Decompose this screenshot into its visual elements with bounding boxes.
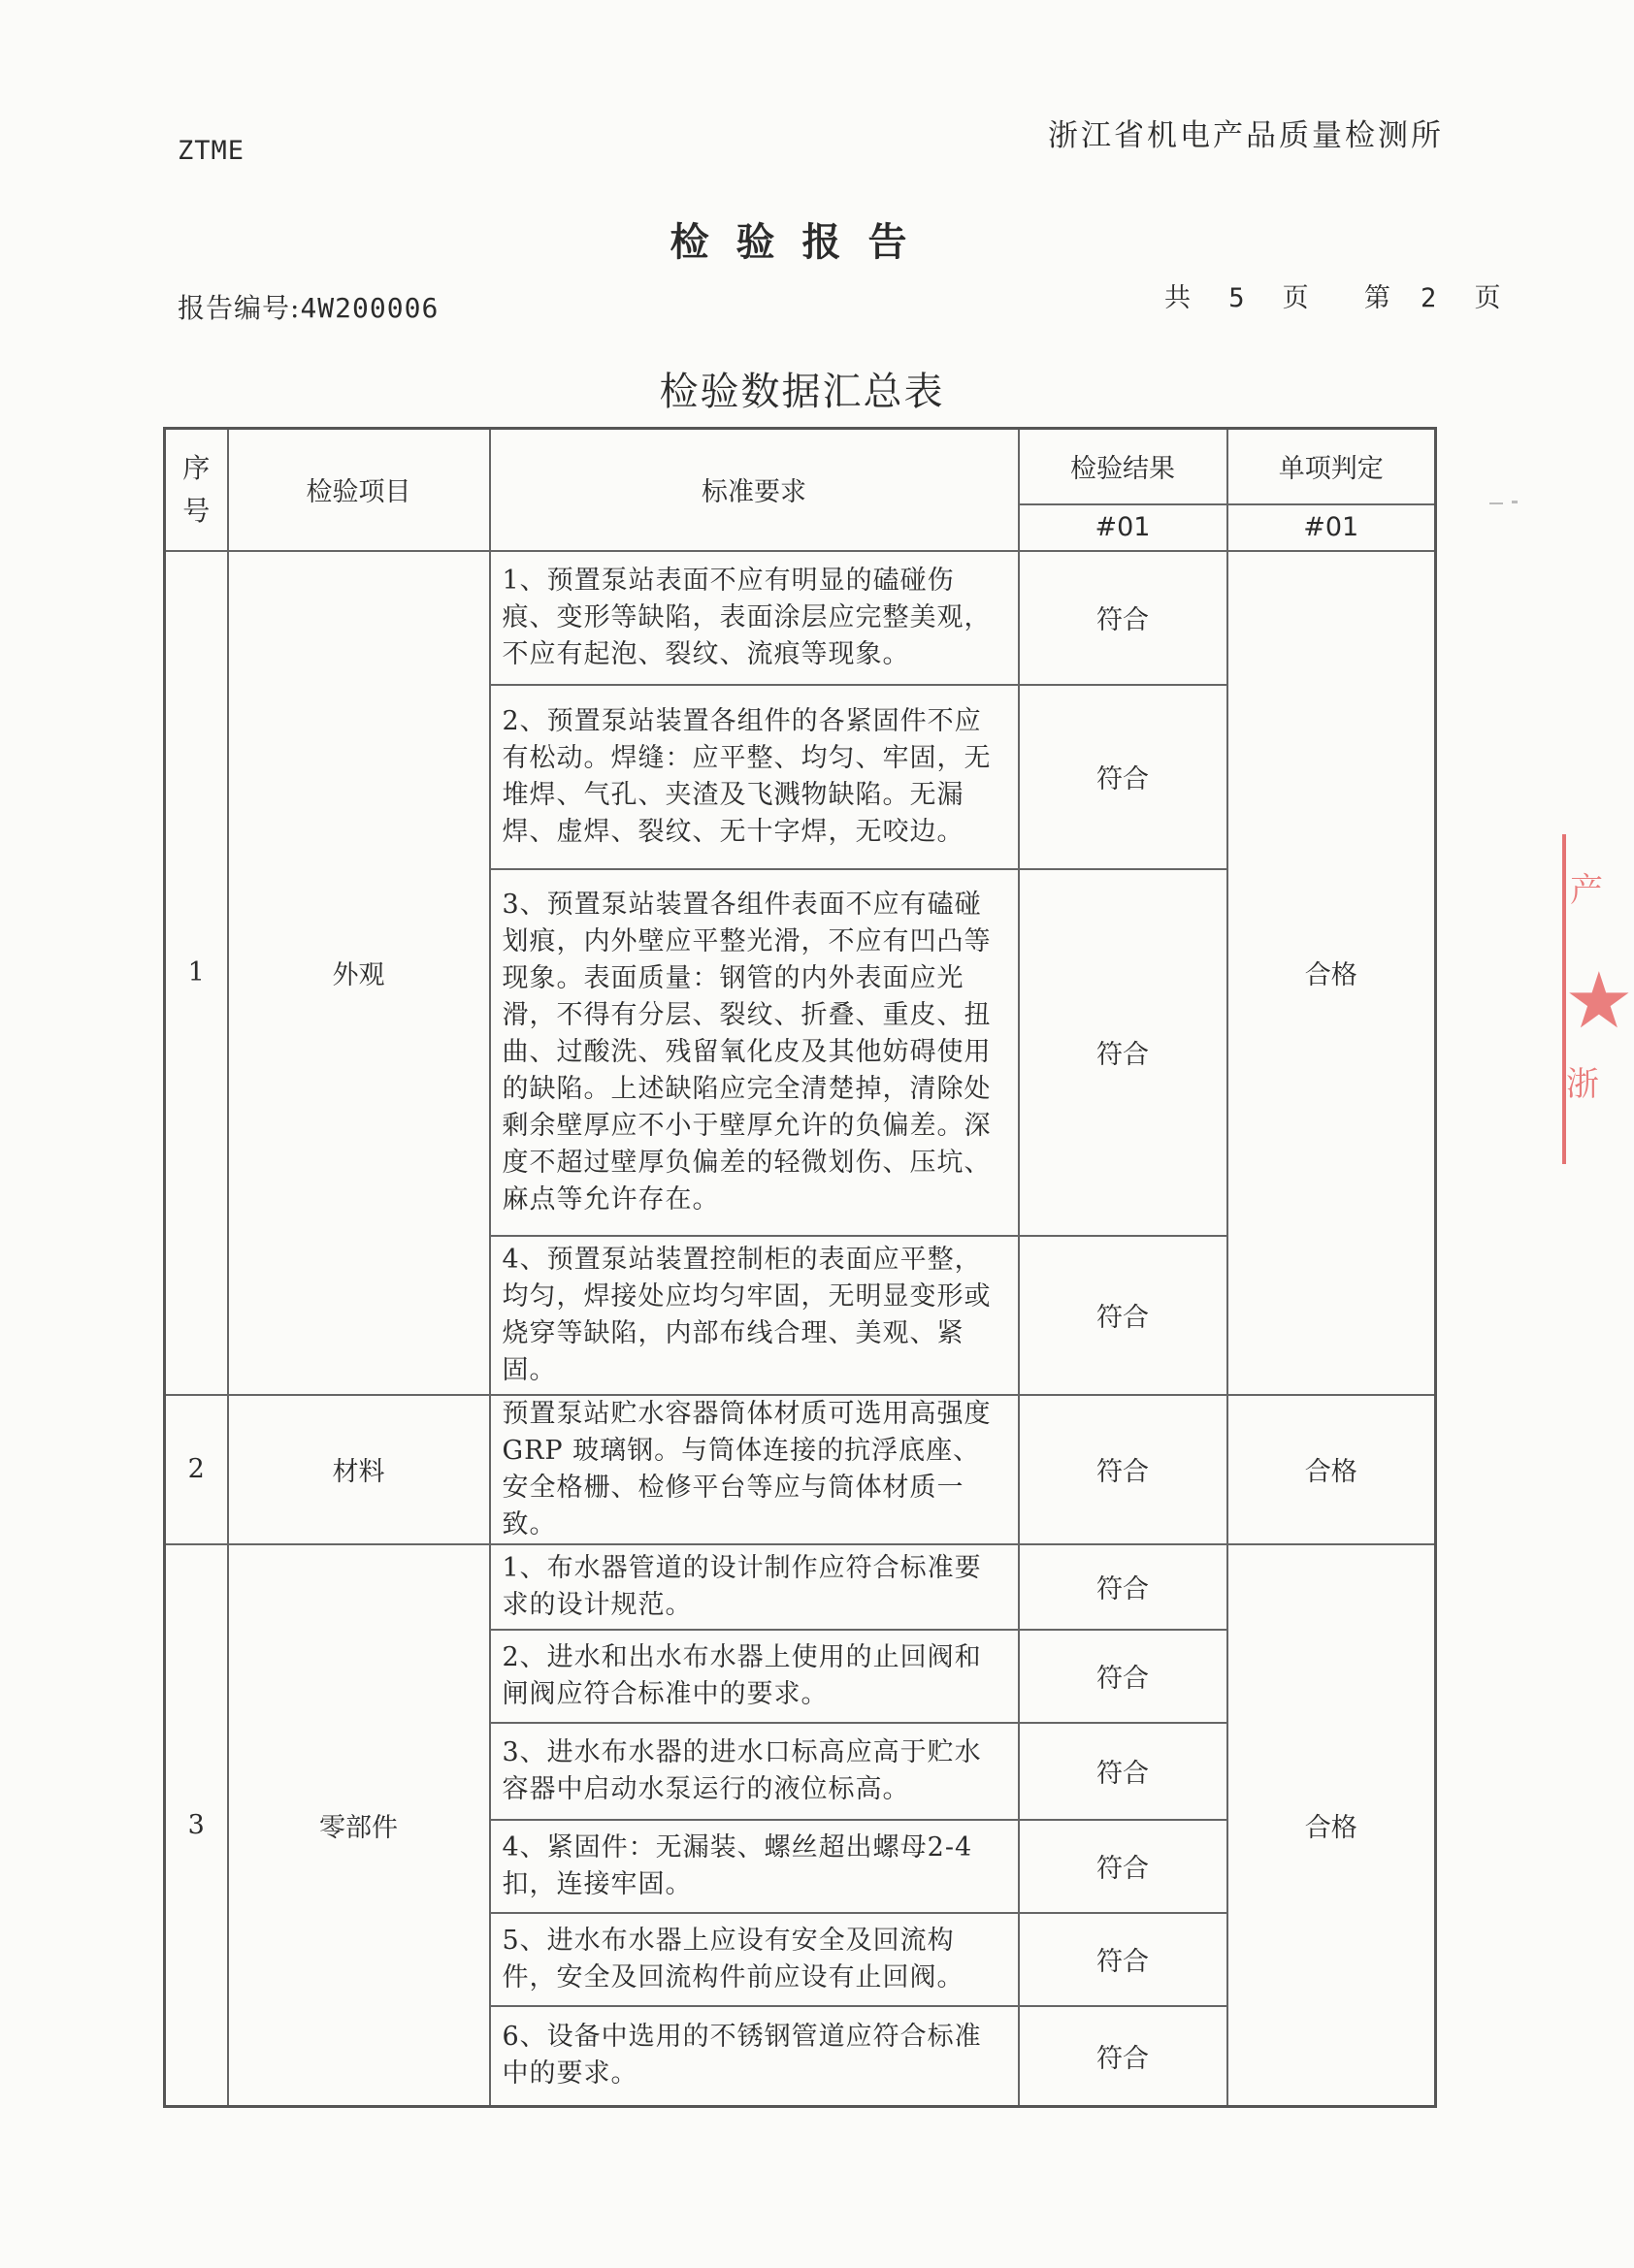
report-number	[178, 287, 439, 326]
item-cell: 材料	[228, 1395, 490, 1544]
requirement-cell: 4、预置泵站装置控制柜的表面应平整，均匀，焊接处应均匀牢固，无明显变形或烧穿等缺陷，内部布线合理、美观、紧固。	[490, 1236, 1019, 1395]
table-row	[165, 551, 1436, 685]
table-title: 检验数据汇总表	[659, 370, 945, 414]
requirement-cell: 6、设备中选用的不锈钢管道应符合标准中的要求。	[490, 2006, 1019, 2107]
seq-cell: 2	[165, 1395, 228, 1544]
result-cell: 符合	[1019, 1236, 1227, 1395]
requirement-cell: 2、预置泵站装置各组件的各紧固件不应有松动。焊缝：应平整、均匀、牢固，无堆焊、气孔、夹渣及飞溅物缺陷。无漏焊、虚焊、裂纹、无十字焊，无咬边。	[490, 685, 1019, 869]
result-cell: 符合	[1019, 1723, 1227, 1820]
result-cell: 符合	[1019, 869, 1227, 1236]
result-cell: 符合	[1019, 685, 1227, 869]
header-sample-result: #01	[1019, 504, 1227, 551]
page-unit: 页	[1474, 283, 1501, 313]
result-cell: 符合	[1019, 551, 1227, 685]
requirement-cell: 3、进水布水器的进水口标高应高于贮水容器中启动水泵运行的液位标高。	[490, 1723, 1019, 1820]
item-cell: 外观	[228, 551, 490, 1395]
page-indicator	[1164, 276, 1500, 314]
report-number-value: 4W200006	[300, 292, 440, 324]
result-cell: 符合	[1019, 1820, 1227, 1913]
result-cell: 符合	[1019, 1544, 1227, 1630]
header-sample-judgement: #01	[1227, 504, 1436, 551]
inspection-summary-table	[163, 427, 1437, 2108]
report-number-label: 报告编号:	[178, 292, 301, 324]
header-seq: 序号	[165, 429, 228, 551]
requirement-cell: 4、紧固件：无漏装、螺丝超出螺母2-4扣，连接牢固。	[490, 1820, 1019, 1913]
page-prefix: 第	[1363, 283, 1390, 313]
requirement-cell: 1、预置泵站表面不应有明显的磕碰伤痕、变形等缺陷，表面涂层应完整美观，不应有起泡、裂纹、流痕等现象。	[490, 551, 1019, 685]
table-row	[165, 1395, 1436, 1544]
result-cell: 符合	[1019, 1913, 1227, 2006]
requirement-cell: 2、进水和出水布水器上使用的止回阀和闸阀应符合标准中的要求。	[490, 1630, 1019, 1723]
result-cell: 符合	[1019, 1395, 1227, 1544]
table-header-row	[165, 429, 1436, 504]
seq-cell: 3	[165, 1544, 228, 2107]
document-title: 检验报告	[670, 219, 934, 265]
scan-speck	[1489, 502, 1503, 504]
judgement-cell: 合格	[1227, 551, 1436, 1395]
requirement-cell: 预置泵站贮水容器筒体材质可选用高强度 GRP 玻璃钢。与筒体连接的抗浮底座、安全格栅、检修平台等应与筒体材质一致。	[490, 1395, 1019, 1544]
table-row	[165, 1544, 1436, 1630]
page-number: 2	[1421, 283, 1437, 313]
result-cell: 符合	[1019, 2006, 1227, 2107]
judgement-cell: 合格	[1227, 1395, 1436, 1544]
seq-cell: 1	[165, 551, 228, 1395]
seal-stamp-char: 产	[1570, 871, 1603, 910]
requirement-cell: 5、进水布水器上应设有安全及回流构件，安全及回流构件前应设有止回阀。	[490, 1913, 1019, 2006]
total-pages-prefix: 共	[1164, 283, 1191, 313]
header-result: 检验结果	[1019, 429, 1227, 504]
header-item: 检验项目	[228, 429, 490, 551]
total-pages: 5	[1228, 283, 1245, 313]
requirement-cell: 1、布水器管道的设计制作应符合标准要求的设计规范。	[490, 1544, 1019, 1630]
item-cell: 零部件	[228, 1544, 490, 2107]
header-judgement: 单项判定	[1227, 429, 1436, 504]
lab-name: 浙江省机电产品质量检测所	[1048, 118, 1444, 153]
header-requirement: 标准要求	[490, 429, 1019, 551]
seal-stamp-char: 浙	[1566, 1065, 1599, 1104]
page-unit: 页	[1282, 283, 1309, 313]
scan-speck	[1512, 501, 1518, 503]
result-cell: 符合	[1019, 1630, 1227, 1723]
lab-code: ZTME	[178, 136, 245, 166]
judgement-cell: 合格	[1227, 1544, 1436, 2107]
seal-star-icon: ★	[1564, 956, 1634, 1046]
requirement-cell: 3、预置泵站装置各组件表面不应有磕碰划痕，内外壁应平整光滑，不应有凹凸等现象。表面质量：钢管的内外表面应光滑，不得有分层、裂纹、折叠、重皮、扭曲、过酸洗、残留氧化皮及其他妨碍使用的缺陷。上述缺陷应完全清楚掉，清除处剩余壁厚应不小于壁厚允许的负偏差。深度不超过壁厚负偏差的轻微划伤、压坑、麻点等允许存在。	[490, 869, 1019, 1236]
